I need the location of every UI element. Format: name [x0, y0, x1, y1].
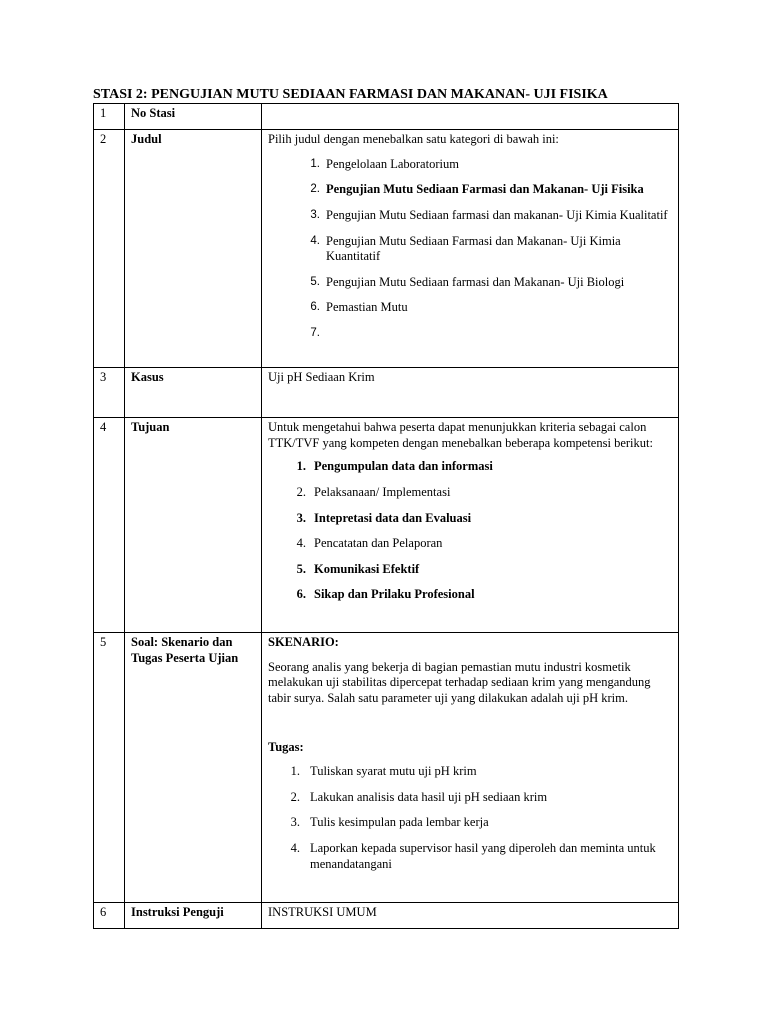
- list-item: [268, 485, 672, 501]
- row-number: 6: [94, 903, 125, 929]
- list-text: Pencatatan dan Pelaporan: [314, 536, 443, 551]
- scenario-heading: SKENARIO:: [268, 635, 339, 649]
- list-item: [268, 326, 672, 340]
- row-label: Soal: Skenario dan Tugas Peserta Ujian: [125, 633, 262, 903]
- row-number: 1: [94, 104, 125, 130]
- table-row: [94, 130, 679, 368]
- list-item: [268, 234, 672, 265]
- no-stasi-value: [262, 104, 679, 130]
- list-number: 4.: [296, 536, 306, 551]
- judul-cell: [262, 130, 679, 368]
- list-item: [268, 511, 672, 527]
- row-label: Tujuan: [125, 418, 262, 633]
- table-row: [94, 368, 679, 418]
- tujuan-cell: [262, 418, 679, 633]
- list-item: [268, 536, 672, 552]
- table-row: [94, 104, 679, 130]
- list-number: 5.: [310, 275, 320, 288]
- instruksi-value: INSTRUKSI UMUM: [262, 903, 679, 929]
- list-text-selected: Pengujian Mutu Sediaan Farmasi dan Makanan- Uji Fisika: [326, 182, 644, 197]
- topic-list: [268, 157, 672, 341]
- list-number: 1.: [296, 459, 306, 474]
- list-item: [268, 157, 672, 173]
- list-number: 2.: [290, 789, 300, 804]
- competency-list: [268, 459, 672, 603]
- list-item: [268, 815, 672, 831]
- list-item: [268, 587, 672, 603]
- list-text: Tulis kesimpulan pada lembar kerja: [310, 815, 489, 830]
- list-text: Pelaksanaan/ Implementasi: [314, 484, 451, 499]
- list-text: Pengujian Mutu Sediaan farmasi dan makanan- Uji Kimia Kualitatif: [326, 207, 668, 222]
- list-number: 3.: [296, 510, 306, 525]
- list-number: 4.: [310, 234, 320, 247]
- row-label: Kasus: [125, 368, 262, 418]
- task-list: [268, 764, 672, 872]
- scenario-text: Seorang analis yang bekerja di bagian pemastian mutu industri kosmetik melakukan uji stabilitas dipercepat terhadap sediaan krim yang mengandung tabir surya. Salah satu parameter uji yang dilakukan adalah uji pH krim.: [268, 659, 651, 705]
- list-text: [326, 326, 672, 340]
- list-text: Pengelolaan Laboratorium: [326, 156, 459, 171]
- list-text: Pengujian Mutu Sediaan farmasi dan Makanan- Uji Biologi: [326, 274, 625, 289]
- list-item: [268, 562, 672, 578]
- list-item: [268, 790, 672, 806]
- list-text-selected: Komunikasi Efektif: [314, 561, 420, 576]
- tasks-heading: Tugas:: [268, 739, 304, 754]
- row-number: 2: [94, 130, 125, 368]
- list-number: 6.: [310, 301, 320, 314]
- table-row: [94, 418, 679, 633]
- list-text-selected: Sikap dan Prilaku Profesional: [314, 587, 475, 602]
- list-item: [268, 764, 672, 780]
- list-text: Pengujian Mutu Sediaan Farmasi dan Makanan- Uji Kimia Kuantitatif: [326, 233, 621, 264]
- row-label: Judul: [125, 130, 262, 368]
- list-text: Laporkan kepada supervisor hasil yang diperoleh dan meminta untuk menandatangani: [310, 841, 656, 871]
- kasus-value: Uji pH Sediaan Krim: [262, 368, 679, 418]
- row-number: 3: [94, 368, 125, 418]
- list-item: [268, 275, 672, 291]
- list-number: 1.: [310, 157, 320, 170]
- list-text-selected: Pengumpulan data dan informasi: [314, 459, 493, 474]
- document-title: STASI 2: PENGUJIAN MUTU SEDIAAN FARMASI DAN MAKANAN- UJI FISIKA: [93, 87, 608, 102]
- list-number: 3.: [290, 815, 300, 830]
- list-number: 4.: [290, 841, 300, 855]
- list-number: 7.: [310, 327, 320, 339]
- table-row: [94, 633, 679, 903]
- list-item: [268, 459, 672, 475]
- tujuan-intro: Untuk mengetahui bahwa peserta dapat menunjukkan kriteria sebagai calon TTK/TVF yang kompeten dengan menebalkan beberapa kompetensi berikut:: [268, 420, 653, 450]
- list-number: 2.: [310, 183, 320, 196]
- list-text: Tuliskan syarat mutu uji pH krim: [310, 764, 477, 779]
- list-text: Lakukan analisis data hasil uji pH sediaan krim: [310, 789, 548, 804]
- judul-intro: Pilih judul dengan menebalkan satu kategori di bawah ini:: [268, 132, 559, 146]
- list-item: [268, 300, 672, 316]
- station-form-table: [93, 103, 679, 929]
- soal-cell: [262, 633, 679, 903]
- list-number: 3.: [310, 208, 320, 221]
- list-item: [268, 841, 672, 872]
- row-label: No Stasi: [125, 104, 262, 130]
- row-label: Instruksi Penguji: [125, 903, 262, 929]
- list-item: [268, 182, 672, 198]
- list-number: 1.: [290, 764, 300, 779]
- row-number: 4: [94, 418, 125, 633]
- list-number: 5.: [296, 561, 306, 576]
- list-item: [268, 208, 672, 224]
- list-text-selected: Intepretasi data dan Evaluasi: [314, 510, 472, 525]
- list-number: 2.: [296, 484, 306, 499]
- list-text: Pemastian Mutu: [326, 300, 408, 315]
- row-number: 5: [94, 633, 125, 903]
- list-number: 6.: [296, 587, 306, 602]
- table-row: [94, 903, 679, 929]
